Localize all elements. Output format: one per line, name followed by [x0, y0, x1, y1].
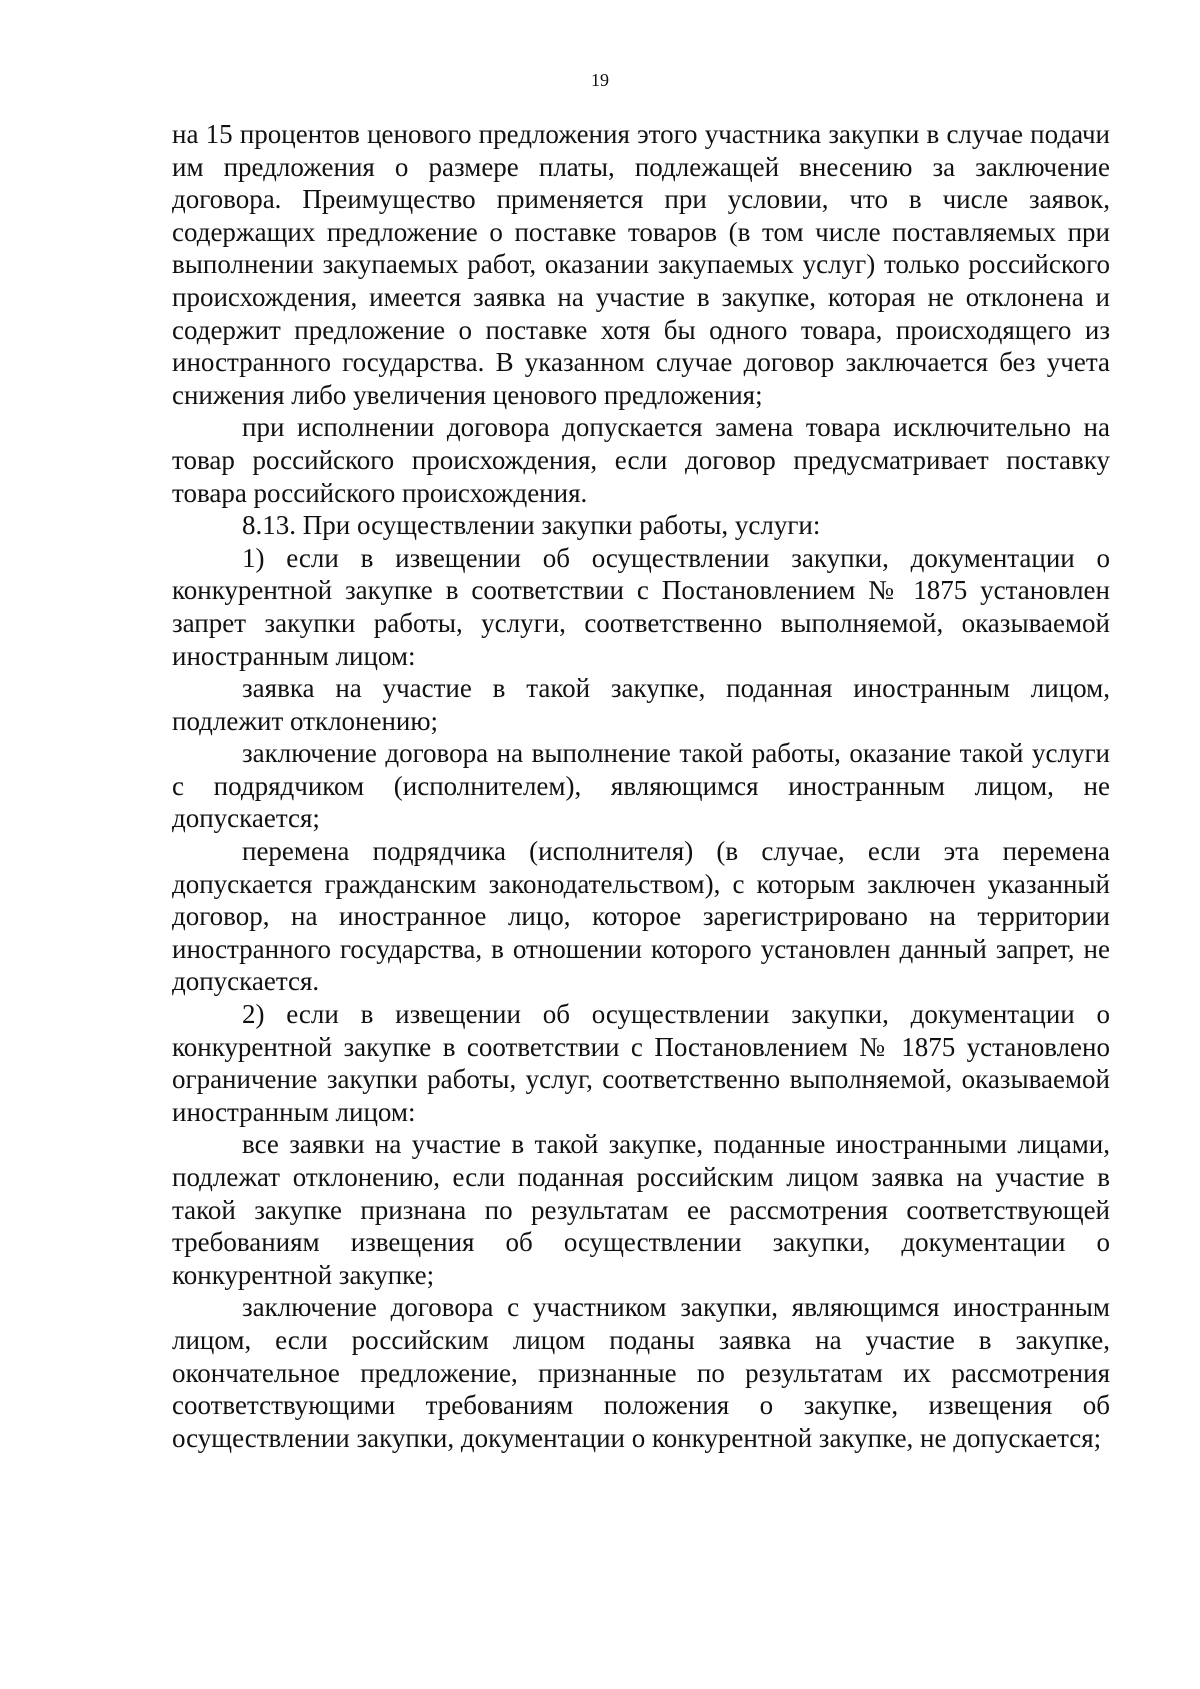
paragraph-8-13-heading: 8.13. При осуществлении закупки работы, услуги: — [242, 510, 821, 541]
paragraph-item-1: 1) если в извещении об осуществлении закупки, документации о конкурентной закупке в соответствии с Постановлением № 1875 установлен запрет закупки работы, услуги, соответственно выполняемой, оказываемой иностранным лицом: — [172, 542, 1110, 671]
paragraph-item-1-contract: заключение договора на выполнение такой работы, оказание такой услуги с подрядчиком (исполнителем), являющимся иностранным лицом, не допускается; — [172, 738, 1110, 834]
paragraph-item-2-rejection: все заявки на участие в такой закупке, поданные иностранными лицами, подлежат отклонению, если поданная российским лицом заявка на участие в такой закупке признана по результатам ее рассмотрения соответствующей требованиям извещения об осуществлении закупки, документации о конкурентной закупке; — [172, 1129, 1110, 1290]
document-body — [172, 118, 1110, 1454]
paragraph-continuation: на 15 процентов ценового предложения этого участника закупки в случае подачи им предложения о размере платы, подлежащей внесению за заключение договора. Преимущество применяется при условии, что в числе заявок, содержащих предложение о поставке товаров (в том числе поставляемых при выполнении закупаемых работ, оказании закупаемых услуг) только российского происхождения, имеется заявка на участие в закупке, которая не отклонена и содержит предложение о поставке хотя бы одного товара, происходящего из иностранного государства. В указанном случае договор заключается без учета снижения либо увеличения ценового предложения; — [172, 119, 1110, 410]
page-number: 19 — [591, 70, 609, 90]
paragraph-item-2: 2) если в извещении об осуществлении закупки, документации о конкурентной закупке в соответствии с Постановлением № 1875 установлено ограничение закупки работы, услуг, соответственно выполняемой, оказываемой иностранным лицом: — [172, 999, 1110, 1127]
paragraph-goods-replacement: при исполнении договора допускается замена товара исключительно на товар российского происхождения, если договор предусматривает поставку товара российского происхождения. — [172, 412, 1110, 508]
paragraph-item-2-contract: заключение договора с участником закупки, являющимся иностранным лицом, если российским лицом поданы заявка на участие в закупке, окончательное предложение, признанные по результатам их рассмотрения соответствующими требованиям положения о закупке, извещения об осуществлении закупки, документации о конкурентной закупке, не допускается; — [172, 1292, 1110, 1453]
paragraph-item-1-contractor-change: перемена подрядчика (исполнителя) (в случае, если эта перемена допускается гражданским законодательством), с которым заключен указанный договор, на иностранное лицо, которое зарегистрировано на территории иностранного государства, в отношении которого установлен данный запрет, не допускается. — [172, 836, 1110, 997]
paragraph-item-1-rejection: заявка на участие в такой закупке, поданная иностранным лицом, подлежит отклонению; — [172, 673, 1110, 736]
